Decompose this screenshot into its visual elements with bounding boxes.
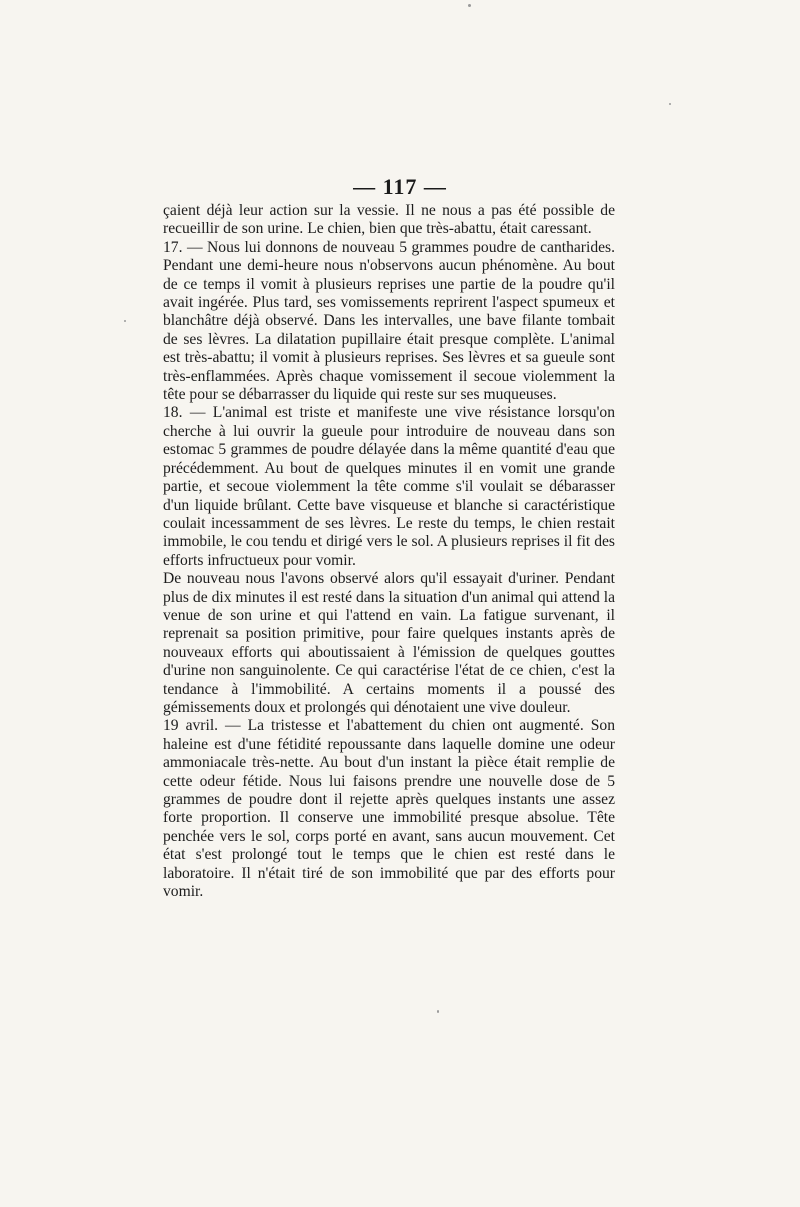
paragraph-day-18: 18. — L'animal est triste et manifeste une vive résistance lorsqu'on cherche à lui ouvrir la gueule pour introduire de nouveau dans son estomac 5 grammes de poudre délayée dans la même quantité d'eau que précédemment. Au bout de quelques minutes il en vomit une grande partie, et secoue violemment la tête comme s'il voulait se débarasser d'un liquide brûlant. Cette bave visqueuse et blanche si caractéristique coulait incessamment de ses lèvres. Le reste du temps, le chien restait immobile, le cou tendu et dirigé vers le sol. A plusieurs reprises il fit des efforts infructueux pour vomir. [163,404,615,569]
paragraph-april-19: 19 avril. — La tristesse et l'abattement du chien ont augmenté. Son haleine est d'une fétidité repoussante dans laquelle domine une odeur ammoniacale très-nette. Au bout d'un instant la pièce était remplie de cette odeur fétide. Nous lui faisons prendre une nouvelle dose de 5 grammes de poudre dont il rejette après quelques instants une assez forte proportion. Il conserve une immobilité presque absolue. Tête penchée vers le sol, corps porté en avant, sans aucun mouvement. Cet état s'est prolongé tout le temps que le chien est resté dans le laboratoire. Il n'était tiré de son immobilité que par des efforts pour vomir. [163,717,615,901]
paragraph-observation: De nouveau nous l'avons observé alors qu'il essayait d'uriner. Pendant plus de dix minutes il est resté dans la situation d'un animal qui attend la venue de son urine et qui l'attend en vain. La fatigue survenant, il reprenait sa position primitive, pour faire quelques instants après de nouveaux efforts qui aboutissaient à l'émission de quelques gouttes d'urine non sanguinolente. Ce qui caractérise l'état de ce chien, c'est la tendance à l'immobilité. A certains moments il a poussé des gémissements doux et prolongés qui dénotaient une vive douleur. [163,570,615,716]
body-text [163,202,615,901]
paper-speck [669,103,671,105]
paragraph-day-17: 17. — Nous lui donnons de nouveau 5 grammes poudre de cantharides. Pendant une demi-heure nous n'observons aucun phénomène. Au bout de ce temps il vomit à plusieurs reprises une partie de la poudre qu'il avait ingérée. Plus tard, ses vomissements reprirent l'aspect spumeux et blanchâtre déjà observé. Dans les intervalles, une bave filante tombait de ses lèvres. La dilatation pupillaire était presque complète. L'animal est très-abattu; il vomit à plusieurs reprises. Ses lèvres et sa gueule sont très-enflammées. Après chaque vomissement il secoue violemment la tête pour se débarrasser du liquide qui reste sur ses muqueuses. [163,238,615,404]
page-number: — 117 — [353,174,447,199]
paper-speck [468,4,471,7]
paper-speck [124,320,126,322]
paper-speck [437,1010,439,1013]
paragraph-continuation: çaient déjà leur action sur la vessie. Il ne nous a pas été possible de recueillir de son urine. Le chien, bien que très-abattu, était caressant. [163,202,615,238]
